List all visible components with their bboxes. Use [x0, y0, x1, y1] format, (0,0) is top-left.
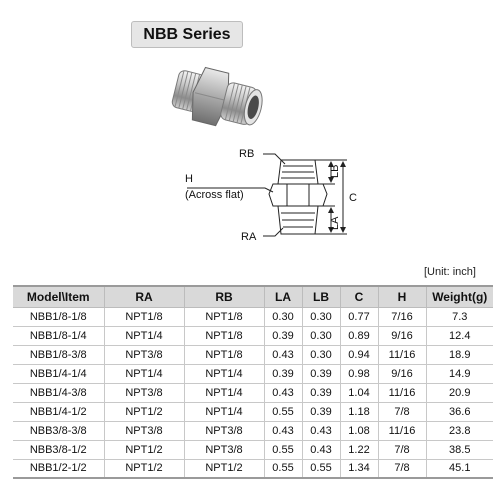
- table-cell: 7/8: [378, 402, 426, 421]
- c-label: C: [349, 192, 357, 204]
- table-cell: NPT1/4: [104, 364, 184, 383]
- table-cell: 1.22: [340, 440, 378, 459]
- table-row: [13, 421, 493, 440]
- table-cell: 0.98: [340, 364, 378, 383]
- table-cell: NPT3/8: [104, 421, 184, 440]
- table-cell: 1.18: [340, 402, 378, 421]
- table-cell: NBB1/2-1/2: [13, 459, 104, 478]
- header-rb: RB: [184, 286, 264, 307]
- table-cell: 38.5: [426, 440, 493, 459]
- table-cell: 1.08: [340, 421, 378, 440]
- header-lb: LB: [302, 286, 340, 307]
- table-cell: NPT1/8: [184, 345, 264, 364]
- table-cell: 7/8: [378, 459, 426, 478]
- unit-note: [Unit: inch]: [424, 266, 476, 278]
- table-cell: 9/16: [378, 364, 426, 383]
- table-cell: 45.1: [426, 459, 493, 478]
- table-row: [13, 402, 493, 421]
- table-cell: 0.39: [302, 383, 340, 402]
- table-cell: 7/8: [378, 440, 426, 459]
- table-cell: NBB1/8-1/8: [13, 307, 104, 326]
- header-h: H: [378, 286, 426, 307]
- la-label: LA: [329, 216, 341, 230]
- table-cell: 0.77: [340, 307, 378, 326]
- table-cell: 0.55: [302, 459, 340, 478]
- table-row: [13, 326, 493, 345]
- table-cell: 0.43: [302, 440, 340, 459]
- table-cell: 0.55: [264, 440, 302, 459]
- table-cell: NBB1/4-1/4: [13, 364, 104, 383]
- table-cell: 0.55: [264, 459, 302, 478]
- table-cell: 11/16: [378, 345, 426, 364]
- table-cell: 0.30: [302, 326, 340, 345]
- table-cell: NPT1/4: [184, 383, 264, 402]
- table-cell: 0.43: [302, 421, 340, 440]
- table-cell: 14.9: [426, 364, 493, 383]
- table-cell: NBB1/4-1/2: [13, 402, 104, 421]
- table-row: [13, 459, 493, 478]
- table-cell: NPT3/8: [184, 440, 264, 459]
- table-cell: NPT1/4: [184, 402, 264, 421]
- table-cell: 0.55: [264, 402, 302, 421]
- lb-label: LB: [329, 164, 341, 178]
- ra-label: RA: [241, 231, 257, 243]
- table-cell: 0.39: [302, 364, 340, 383]
- table-cell: NPT1/2: [104, 402, 184, 421]
- table-cell: 0.89: [340, 326, 378, 345]
- series-title: NBB Series: [131, 21, 243, 48]
- table-header-row: [13, 286, 493, 307]
- table-cell: 12.4: [426, 326, 493, 345]
- table-cell: 36.6: [426, 402, 493, 421]
- table-cell: 9/16: [378, 326, 426, 345]
- header-weight: Weight(g): [426, 286, 493, 307]
- table-cell: 0.43: [264, 383, 302, 402]
- table-cell: 1.04: [340, 383, 378, 402]
- table-cell: 0.43: [264, 421, 302, 440]
- table-cell: 11/16: [378, 421, 426, 440]
- table-cell: 0.94: [340, 345, 378, 364]
- table-cell: 0.39: [264, 326, 302, 345]
- table-cell: 11/16: [378, 383, 426, 402]
- product-photo: [168, 58, 272, 142]
- table-cell: NBB1/8-3/8: [13, 345, 104, 364]
- spec-table: [13, 285, 493, 479]
- table-cell: NPT1/4: [184, 364, 264, 383]
- h-subtitle: (Across flat): [185, 189, 244, 201]
- table-cell: 0.30: [302, 307, 340, 326]
- table-cell: NBB3/8-3/8: [13, 421, 104, 440]
- header-la: LA: [264, 286, 302, 307]
- table-cell: NPT3/8: [104, 345, 184, 364]
- table-cell: NBB1/8-1/4: [13, 326, 104, 345]
- table-row: [13, 307, 493, 326]
- h-label: H: [185, 173, 193, 185]
- table-cell: 20.9: [426, 383, 493, 402]
- table-cell: NPT3/8: [184, 421, 264, 440]
- table-cell: NPT1/2: [184, 459, 264, 478]
- table-row: [13, 364, 493, 383]
- table-cell: NPT3/8: [104, 383, 184, 402]
- table-cell: 1.34: [340, 459, 378, 478]
- table-cell: 7/16: [378, 307, 426, 326]
- table-cell: 0.30: [264, 307, 302, 326]
- table-cell: NPT1/8: [184, 326, 264, 345]
- table-cell: NPT1/2: [104, 459, 184, 478]
- table-cell: 0.39: [264, 364, 302, 383]
- dimension-drawing: [175, 146, 375, 254]
- table-cell: NPT1/8: [184, 307, 264, 326]
- header-model: Model\Item: [13, 286, 104, 307]
- table-row: [13, 383, 493, 402]
- table-cell: NBB1/4-3/8: [13, 383, 104, 402]
- table-cell: NPT1/8: [104, 307, 184, 326]
- table-cell: 18.9: [426, 345, 493, 364]
- table-cell: 0.43: [264, 345, 302, 364]
- table-cell: NBB3/8-1/2: [13, 440, 104, 459]
- table-row: [13, 440, 493, 459]
- header-c: C: [340, 286, 378, 307]
- table-cell: NPT1/2: [104, 440, 184, 459]
- rb-label: RB: [239, 148, 255, 160]
- header-ra: RA: [104, 286, 184, 307]
- table-cell: 23.8: [426, 421, 493, 440]
- table-cell: NPT1/4: [104, 326, 184, 345]
- table-cell: 0.30: [302, 345, 340, 364]
- table-cell: 0.39: [302, 402, 340, 421]
- table-cell: 7.3: [426, 307, 493, 326]
- table-row: [13, 345, 493, 364]
